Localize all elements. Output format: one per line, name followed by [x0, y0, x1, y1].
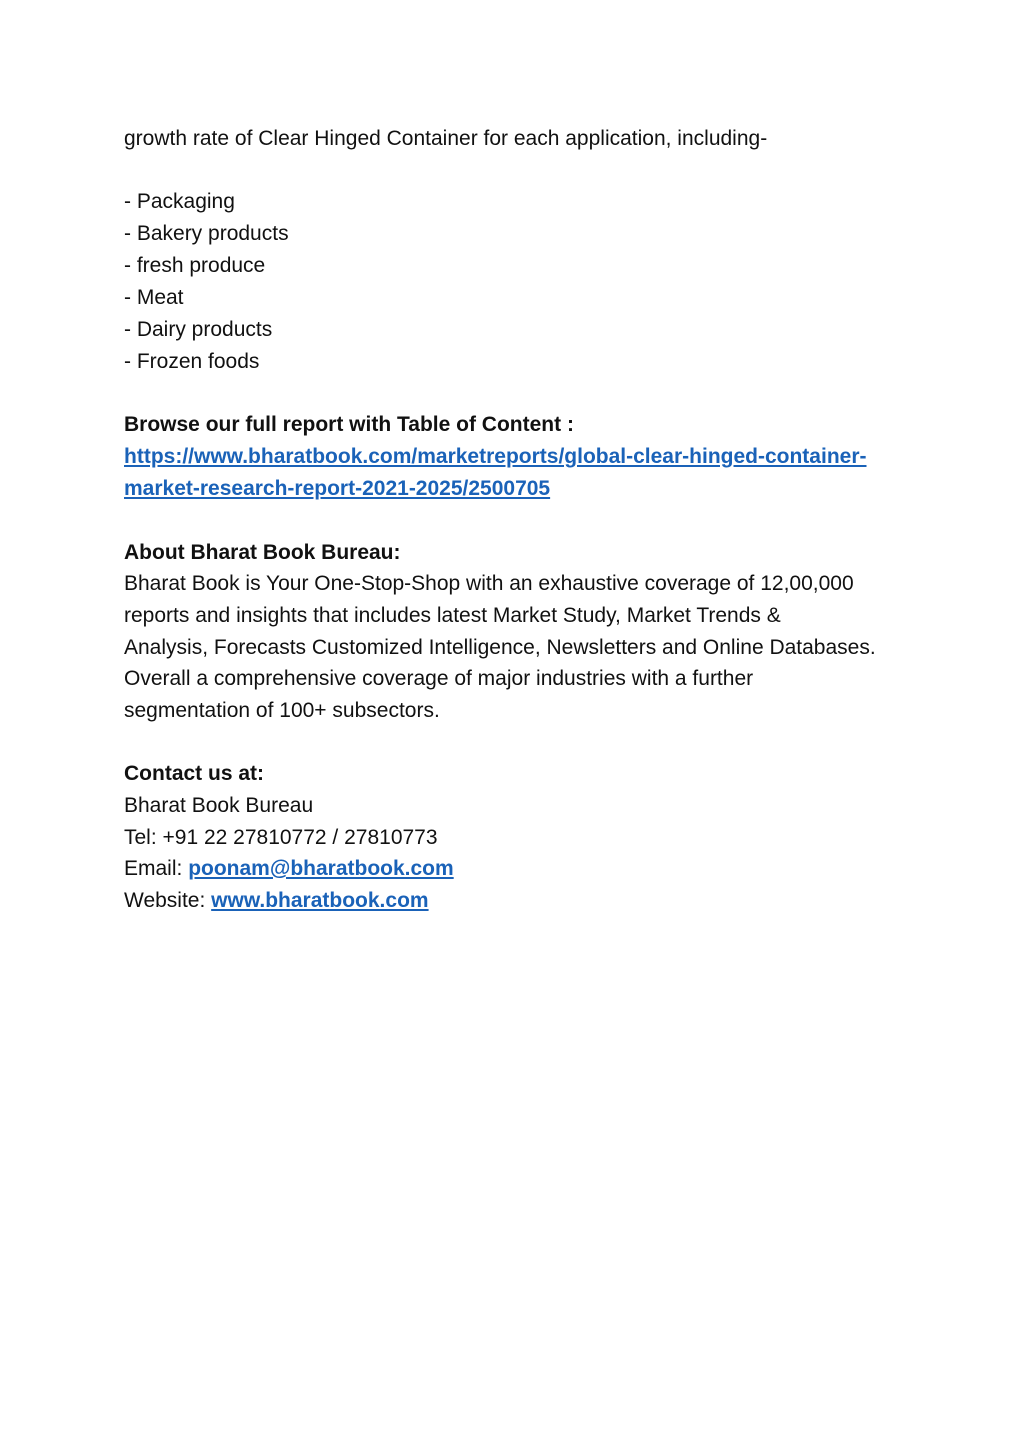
about-text-line: Overall a comprehensive coverage of major industries with a further [124, 667, 754, 690]
email-link[interactable]: poonam@bharatbook.com [188, 857, 454, 880]
application-item-meat: - Meat [124, 286, 184, 309]
application-item-bakery: - Bakery products [124, 222, 289, 245]
application-item-fresh-produce: - fresh produce [124, 254, 266, 277]
about-text-line: reports and insights that includes latest Market Study, Market Trends & [124, 604, 781, 627]
application-item-dairy: - Dairy products [124, 318, 273, 341]
report-link-continued[interactable]: market-research-report-2021-2025/2500705 [124, 477, 551, 500]
about-text-line: Analysis, Forecasts Customized Intelligence, Newsletters and Online Databases. [124, 636, 876, 659]
about-text-line: segmentation of 100+ subsectors. [124, 699, 440, 722]
report-link[interactable]: https://www.bharatbook.com/marketreports/global-clear-hinged-container- [124, 445, 867, 468]
website-link[interactable]: www.bharatbook.com [211, 889, 429, 912]
contact-email-row [124, 853, 454, 885]
email-label: Email: [124, 857, 189, 880]
report-link-line1[interactable] [124, 441, 867, 473]
website-label: Website: [124, 889, 212, 912]
about-text-line: Bharat Book is Your One-Stop-Shop with an exhaustive coverage of 12,00,000 [124, 572, 854, 595]
document-page [124, 0, 914, 1448]
application-item-packaging: - Packaging [124, 190, 235, 213]
report-link-line2[interactable] [124, 473, 550, 505]
intro-line: growth rate of Clear Hinged Container for each application, including- [124, 127, 768, 150]
application-item-frozen-foods: - Frozen foods [124, 350, 260, 373]
about-heading: About Bharat Book Bureau: [124, 541, 401, 564]
contact-website-row [124, 885, 429, 917]
contact-company: Bharat Book Bureau [124, 794, 314, 817]
contact-heading: Contact us at: [124, 762, 265, 785]
browse-heading: Browse our full report with Table of Content : [124, 413, 574, 436]
contact-tel: Tel: +91 22 27810772 / 27810773 [124, 826, 438, 849]
